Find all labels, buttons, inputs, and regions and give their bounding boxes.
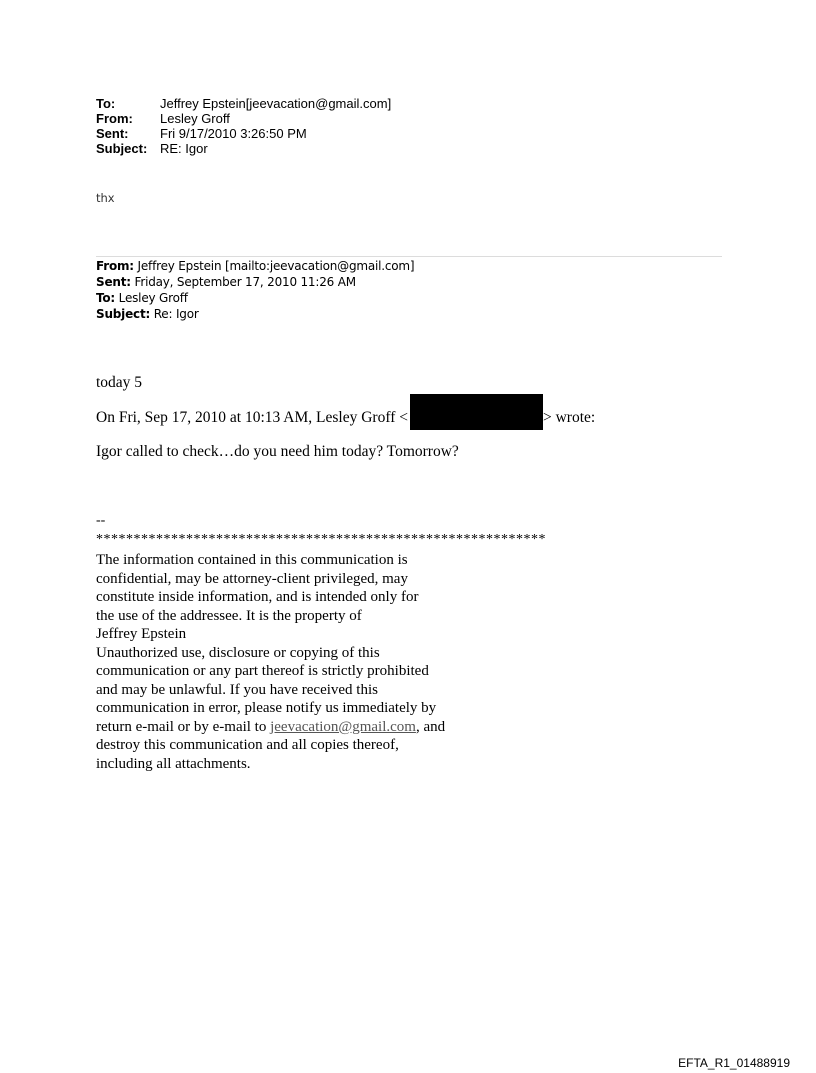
quote-separator: [96, 256, 722, 257]
disclaimer-line: confidential, may be attorney-client privileged, may: [96, 570, 408, 587]
disclaimer-line: Jeffrey Epstein: [96, 626, 187, 642]
redaction-box: [410, 394, 543, 430]
sent-row: [96, 126, 391, 141]
email-link[interactable]: jeevacation@gmail.com: [270, 718, 416, 735]
disclaimer-line: including all attachments.: [96, 755, 251, 772]
quoted-body-line: today 5: [96, 374, 143, 391]
return-suffix: , and: [415, 718, 446, 735]
quoted-sent-value: Friday, September 17, 2010 11:26 AM: [134, 275, 356, 289]
disclaimer-line: Unauthorized use, disclosure or copying of this: [96, 644, 380, 661]
disclaimer-line: destroy this communication and all copies thereof,: [96, 737, 399, 753]
quoted-to-row: [96, 290, 414, 306]
return-prefix: return e-mail or by e-mail to: [96, 718, 271, 735]
from-label: From:: [96, 111, 133, 126]
quoted-from-label: From:: [96, 259, 134, 273]
disclaimer-return-line: [96, 718, 516, 737]
subject-label: Subject:: [96, 141, 148, 156]
from-value: Lesley Groff: [160, 111, 230, 126]
quoted-subject-row: [96, 306, 414, 322]
disclaimer-line: communication or any part thereof is strictly prohibited: [96, 663, 429, 679]
from-row: [96, 111, 391, 126]
quoted-from-value: Jeffrey Epstein [mailto:jeevacation@gmail.com]: [137, 259, 415, 273]
quoted-to-value: Lesley Groff: [118, 291, 188, 305]
sent-value: Fri 9/17/2010 3:26:50 PM: [160, 126, 307, 141]
original-message: Igor called to check…do you need him today? Tomorrow?: [96, 443, 459, 460]
disclaimer-line: communication in error, please notify us immediately by: [96, 700, 437, 716]
document-id: EFTA_R1_01488919: [678, 1056, 790, 1070]
to-value: Jeffrey Epstein[jeevacation@gmail.com]: [160, 96, 392, 111]
signature-stars: ************************************************************: [96, 532, 546, 547]
email-header: [96, 96, 391, 156]
quoted-subject-label: Subject:: [96, 307, 151, 321]
to-row: [96, 96, 391, 111]
confidentiality-disclaimer: [96, 551, 516, 773]
quoted-sent-label: Sent:: [96, 275, 131, 289]
quoted-sent-row: [96, 274, 414, 290]
disclaimer-line: and may be unlawful. If you have received this: [96, 681, 378, 698]
signature-dashes: --: [96, 513, 106, 528]
subject-value: RE: Igor: [160, 141, 208, 156]
quoted-header: [96, 258, 414, 322]
quote-attribution: On Fri, Sep 17, 2010 at 10:13 AM, Lesley Groff <: [96, 409, 408, 426]
to-label: To:: [96, 96, 116, 111]
quoted-to-label: To:: [96, 291, 116, 305]
quoted-subject-value: Re: Igor: [153, 307, 199, 321]
disclaimer-line: the use of the addressee. It is the property of: [96, 607, 362, 624]
quoted-from-row: [96, 258, 414, 274]
reply-body: thx: [96, 191, 115, 205]
disclaimer-line: constitute inside information, and is intended only for: [96, 589, 419, 605]
disclaimer-line: The information contained in this communication is: [96, 552, 408, 568]
subject-row: [96, 141, 391, 156]
quote-attribution-suffix: > wrote:: [543, 409, 596, 426]
sent-label: Sent:: [96, 126, 129, 141]
